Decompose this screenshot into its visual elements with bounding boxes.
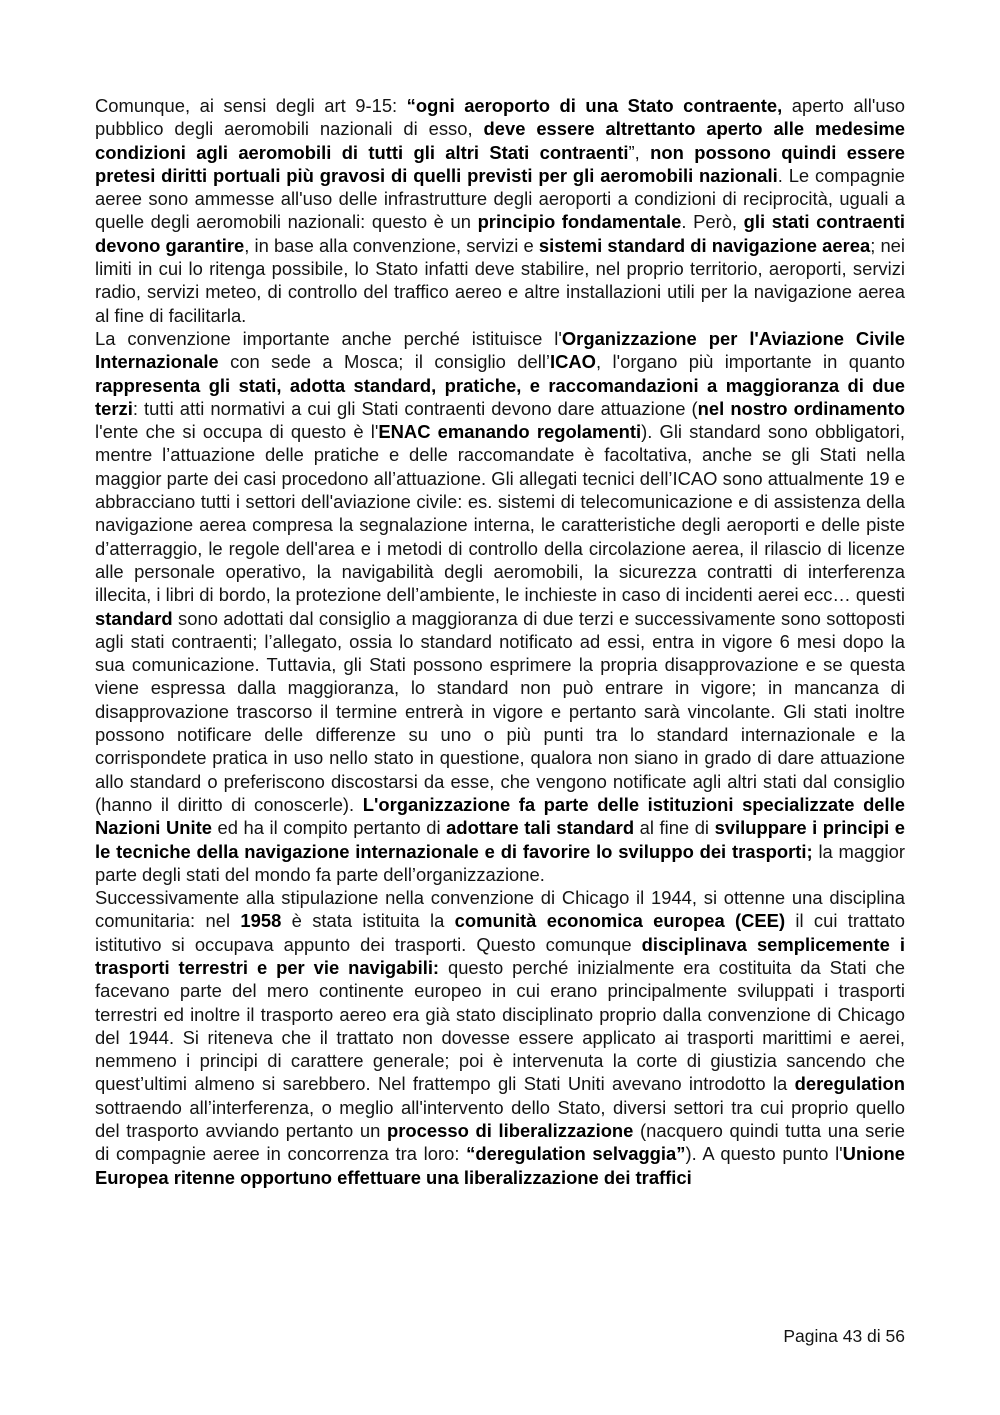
text-run: al fine di — [634, 817, 715, 839]
bold-text-run: gli stati contraenti devono garantire — [95, 211, 905, 256]
text-run: sono adottati dal consiglio a maggioranza di due terzi e successivamente sono sottoposti agli stati contraenti; l’allegato, ossia lo standard notificato ad essi, entra in vigore 6 mesi dopo la sua comunicazione. Tuttavia, gli Stati possono esprimere la propria disapprovazione e se questa viene espressa dalla maggioranza, lo standard non può entrare in vigore; in mancanza di disapprovazione trascorso il termine entrerà in vigore e pertanto sarà vincolante. Gli stati inoltre possono notificare delle differenze su uno o più punti tra lo standard internazionale e la corrispondete pratica in uso nello stato in questione, qualora non siano in grado di dare attuazione allo standard o preferiscono discostarsi da esse, che vengono notificate agli altri stati dal consiglio (hanno il diritto di conoscerle). — [95, 607, 905, 815]
bold-text-run: deregulation — [794, 1073, 905, 1095]
text-run: (nacquero quindi tutta una serie di compagnie aeree in concorrenza tra loro: — [95, 1120, 905, 1165]
bold-text-run: sviluppare i principi e le tecniche della navigazione internazionale e di favorire lo sviluppo dei trasporti; — [95, 817, 906, 862]
bold-text-run: “ogni aeroporto di una Stato contraente, — [406, 95, 783, 116]
bold-text-run: 1958 — [240, 910, 282, 932]
bold-text-run: ENAC emanando regolamenti — [378, 421, 642, 443]
bold-text-run: processo di liberalizzazione — [387, 1120, 634, 1142]
bold-text-run: Organizzazione per l'Aviazione Civile Internazionale — [95, 327, 905, 373]
text-run: . Però, — [681, 211, 744, 233]
bold-text-run: “deregulation selvaggia” — [466, 1143, 686, 1165]
bold-text-run: nel nostro ordinamento — [697, 397, 905, 419]
bold-text-run: sistemi standard di navigazione aerea — [538, 234, 871, 256]
text-run: . Le compagnie aeree sono ammesse all'uso delle infrastrutture degli aeroporti a condizioni di reciprocità, uguali a quelle degli aeromobili nazionali: questo è un — [95, 164, 905, 233]
text-run: ). A questo punto l' — [685, 1143, 843, 1165]
paragraph-1 — [95, 94, 905, 327]
text-run: sottraendo all’interferenza, o meglio all'intervento dello Stato, diversi settori tra cui proprio quello del trasporto avviando pertanto un — [95, 1096, 905, 1142]
text-run: l'ente che si occupa di questo è l' — [95, 421, 379, 443]
bold-text-run: comunità economica europea (CEE) — [454, 910, 786, 932]
text-run: Successivamente alla stipulazione nella convenzione di Chicago il 1944, si ottenne una disciplina comunitaria: nel — [95, 887, 905, 932]
bold-text-run: rappresenta gli stati, adotta standard, pratiche, e raccomandazioni a maggioranza di due terzi — [95, 374, 905, 419]
text-run: il cui trattato istitutivo si occupava appunto dei trasporti. Questo comunque — [95, 910, 905, 955]
document-body — [95, 94, 905, 1189]
text-run: Comunque, ai sensi degli art 9-15: — [95, 95, 407, 116]
paragraph-3 — [95, 886, 905, 1189]
text-run: , in base alla convenzione, servizi e — [244, 234, 539, 256]
text-run: questo perché inizialmente era costituita da Stati che facevano parte del mero continente europeo in cui erano principalmente sviluppati i trasporti terrestri ed inoltre il trasporto aereo era già stato disciplinato proprio dalla convenzione di Chicago del 1944. Si riteneva che il trattato non dovesse essere applicato ai trasporti marittimi e aerei, nemmeno i principi di carattere generale; poi è intervenuta la corte di giustizia sancendo che quest’ultimi almeno si sarebbero. Nel frattempo gli Stati Uniti avevano introdotto la — [95, 956, 906, 1095]
text-run: è stata istituita la — [281, 910, 455, 932]
bold-text-run: adottare tali standard — [446, 817, 635, 839]
text-run: La convenzione importante anche perché istituisce l' — [95, 327, 562, 349]
text-run: ). Gli standard sono obbligatori, mentre l’attuazione delle pratiche e delle raccomandate è facoltativa, anche se gli Stati nella maggior parte dei casi procedono all’attuazione. Gli allegati tecnici dell’ICAO sono attualmente 19 e abbracciano tutti i settori dell'aviazione civile: es. sistemi di telecomunicazione e di assistenza della navigazione aerea compresa la segnalazione interna, le caratteristiche degli aeroporti e delle piste d’atterraggio, le regole dell'area e i metodi di controllo della circolazione aerea, il rilascio di licenze alle personale operativo, la navigabilità degli aeromobili, la sicurezza contratti di interferenza illecita, i libri di bordo, la protezione dell’ambiente, le inchieste in caso di incidenti aerei ecc… questi — [95, 421, 905, 606]
bold-text-run: L'organizzazione fa parte delle istituzioni specializzate delle Nazioni Unite — [95, 793, 905, 839]
bold-text-run: Unione Europea ritenne opportuno effettuare una liberalizzazione dei traffici — [95, 1143, 905, 1188]
text-run: : tutti atti normativi a cui gli Stati contraenti devono dare attuazione ( — [132, 397, 698, 419]
text-run: ”, — [628, 141, 651, 163]
text-run: con sede a Mosca; il consiglio dell’ — [218, 351, 550, 373]
text-run: ed ha il compito pertanto di — [211, 817, 447, 839]
bold-text-run: ICAO — [550, 351, 596, 373]
text-run: aperto all'uso pubblico degli aeromobili nazionali di esso, — [95, 95, 905, 140]
bold-text-run: standard — [95, 607, 173, 629]
bold-text-run: deve essere altrettanto aperto alle medesime condizioni agli aeromobili di tutti gli altri Stati contraenti — [95, 118, 905, 163]
bold-text-run: principio fondamentale — [477, 211, 682, 233]
text-run: la maggior parte degli stati del mondo fa parte dell’organizzazione. — [95, 840, 905, 885]
bold-text-run: disciplinava semplicemente i trasporti terrestri e per vie navigabili: — [95, 933, 905, 978]
text-run: ; nei limiti in cui lo ritenga possibile, lo Stato infatti deve stabilire, nel proprio territorio, aeroporti, servizi radio, servizi meteo, di controllo del traffico aereo e altre installazioni utili per la navigazione aerea al fine di facilitarla. — [95, 234, 905, 326]
paragraph-2 — [95, 327, 905, 886]
text-run: , l'organo più importante in quanto — [595, 351, 905, 373]
bold-text-run: non possono quindi essere pretesi diritti portuali più gravosi di quelli previsti per gli aeromobili nazionali — [95, 141, 906, 186]
page-number: Pagina 43 di 56 — [783, 1326, 905, 1346]
